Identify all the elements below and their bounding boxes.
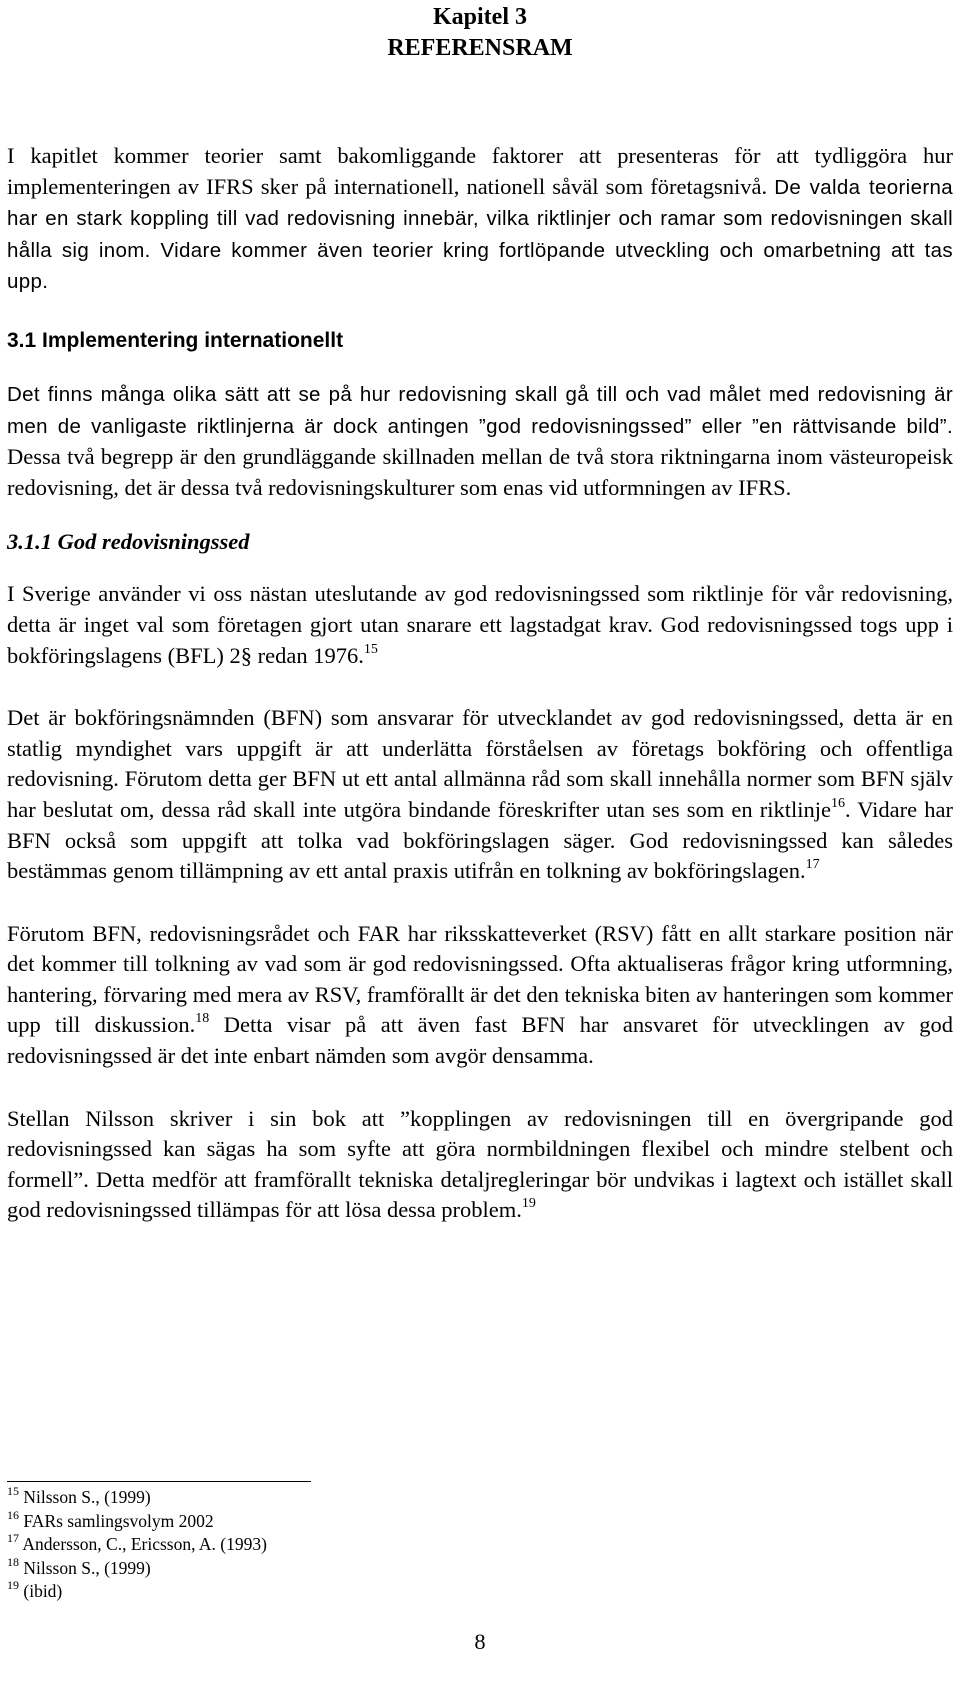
paragraph-2-text-b: . Vidare har BFN också som uppgift att tolka vad bokföringslagen säger. God redovisningssed kan således bestämmas genom tillämpning av ett antal praxis utifrån en tolkning av bokföringslagen. <box>7 796 954 884</box>
footnote-number: 16 <box>7 1507 19 1522</box>
footnote-text: Andersson, C., Ericsson, A. (1993) <box>22 1534 267 1554</box>
footnote-ref-17[interactable]: 17 <box>805 857 820 873</box>
footnote-separator <box>7 1481 311 1482</box>
footnote-text: (ibid) <box>23 1581 63 1601</box>
section-3-1-text-serif: Dessa två begrepp är den grundläggande skillnaden mellan de två stora riktningarna inom västeuropeisk redovisning, det är dessa två redovisningskulturer som enas vid utformningen av IFRS. <box>7 444 953 500</box>
paragraph-3-text-a: Förutom BFN, redovisningsrådet och FAR har riksskatteverket (RSV) fått en allt starkare position när det kommer till tolkning av vad som är god redovisningssed. Ofta aktualiseras frågor kring utformning, hantering, förvaring med mera av RSV, framförallt är det den tekniska biten av hanteringen som kommer upp till diskussion. <box>7 920 953 1038</box>
footnote-number: 17 <box>7 1531 19 1545</box>
footnote-ref-16[interactable]: 16 <box>830 795 845 811</box>
footnote <box>7 1580 607 1604</box>
page-number: 8 <box>474 1629 486 1654</box>
footnote-ref-15[interactable]: 15 <box>363 641 378 657</box>
intro-text-sans: De valda teorierna har en stark koppling till vad redovisning innebär, vilka riktlinjer och ramar som redovisningen skall hålla sig inom. Vidare kommer även teorier kring fortlöpande utveckling och omarbetning att tas upp. <box>7 175 954 294</box>
intro-text-serif: I kapitlet kommer teorier samt bakomliggande faktorer att presenteras för att tydliggöra hur implementeringen av IFRS sker på internationell, nationell såväl som företagsnivå. <box>7 143 953 199</box>
paragraph-4 <box>7 1104 953 1226</box>
chapter-label: Kapitel 3 <box>433 4 527 30</box>
section-heading-3-1: 3.1 Implementering internationellt <box>7 328 344 352</box>
intro-paragraph <box>7 141 953 298</box>
chapter-title: REFERENSRAM <box>387 35 573 61</box>
footnote <box>7 1486 607 1510</box>
subsection-heading-3-1-1: 3.1.1 God redovisningssed <box>7 529 250 555</box>
footnote-text: Nilsson S., (1999) <box>23 1557 151 1578</box>
footnote-ref-19[interactable]: 19 <box>521 1196 536 1212</box>
footnote <box>7 1554 607 1581</box>
chapter-heading <box>7 0 953 64</box>
footnote <box>7 1533 607 1557</box>
paragraph-1 <box>7 579 953 671</box>
footnote <box>7 1507 607 1534</box>
section-3-1-paragraph <box>7 379 953 503</box>
paragraph-1-text: I Sverige använder vi oss nästan uteslutande av god redovisningssed som riktlinje för vår redovisning, detta är inget val som företagen gjort utan snarare ett lagstadgat krav. God redovisningssed togs upp i bokföringslagens (BFL) 2§ redan 1976. <box>7 581 953 668</box>
paragraph-4-text: Stellan Nilsson skriver i sin bok att ”kopplingen av redovisningen till en övergripande god redovisningssed kan sägas ha som syfte att göra normbildningen flexibel och mindre stelbent och formell”. Detta medför att framförallt tekniska detaljregleringar bör undvikas i lagtext och istället skall god redovisningssed tillämpas för att lösa dessa problem. <box>7 1105 953 1223</box>
paragraph-2-text-a: Det är bokföringsnämnden (BFN) som ansvarar för utvecklandet av god redovisningssed, detta är en statlig myndighet vars uppgift är att underlätta förståelsen av företags bokföring och offentliga redovisning. Förutom detta ger BFN ut ett antal allmänna råd som skall innehålla normer som BFN själv har beslutat om, dessa råd skall inte utgöra bindande föreskrifter utan ses som en riktlinje <box>7 705 953 822</box>
footnote-number: 19 <box>7 1578 19 1592</box>
footnote-text: FARs samlingsvolym 2002 <box>23 1510 214 1531</box>
footnote-ref-18[interactable]: 18 <box>195 1011 210 1027</box>
paragraph-3 <box>7 919 953 1072</box>
document-page <box>7 0 954 1654</box>
section-3-1-text-sans: Det finns många olika sätt att se på hur redovisning skall gå till och vad målet med redovisning är men de vanligaste riktlinjerna är dock antingen ”god redovisningssed” eller ”en rättvisande bild”. <box>7 382 953 438</box>
paragraph-3-text-b: Detta visar på att även fast BFN har ansvaret för utvecklingen av god redovisningssed är det inte enbart nämden som avgör densamma. <box>7 1012 953 1069</box>
footnote-number: 18 <box>7 1554 19 1569</box>
paragraph-2 <box>7 703 953 887</box>
footnotes <box>7 1486 607 1604</box>
footnote-number: 15 <box>7 1484 19 1498</box>
footnote-text: Nilsson S., (1999) <box>23 1487 151 1507</box>
